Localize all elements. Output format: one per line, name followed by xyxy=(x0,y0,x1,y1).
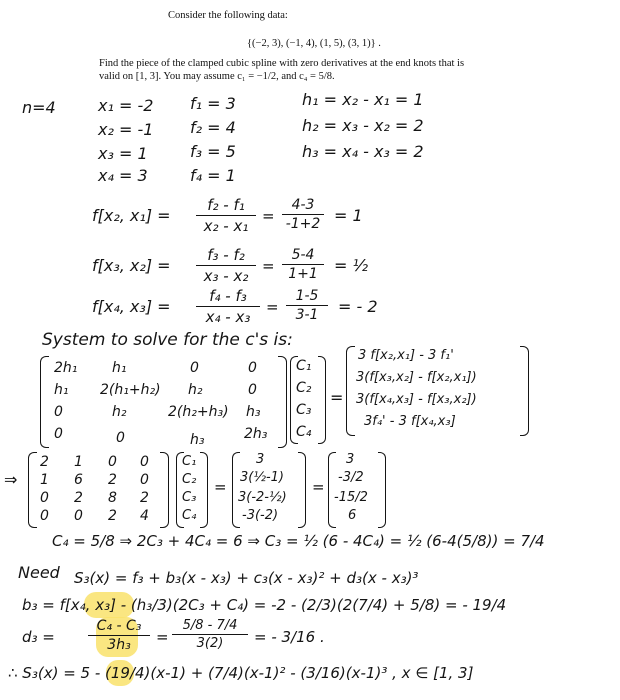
data-set: {(−2, 3), (−1, 4), (1, 5), (3, 1)} . xyxy=(247,38,381,49)
matrix-entry: 2h₃ xyxy=(244,426,268,442)
divided-difference-result: = ½ xyxy=(334,256,368,275)
rhs-right-bracket xyxy=(520,346,529,436)
matrix-entry: 2 xyxy=(74,490,83,506)
b3-computation: b₃ = f[x₄, x₃] - (h₃/3)(2C₃ + C₄) = -2 - (2/3)(2(7/4) + 5/8) = - 19/4 xyxy=(22,596,507,614)
rhs-entry: 3(½-1) xyxy=(240,470,284,485)
matrix-entry: h₂ xyxy=(112,404,127,420)
rhs-entry: 3(f[x₃,x₂] - f[x₂,x₁]) xyxy=(356,370,477,385)
x-value: x₃ = 1 xyxy=(98,144,148,163)
f-value: f₁ = 3 xyxy=(190,94,236,113)
d3-fraction: C₄ - C₃ 3h₃ xyxy=(88,618,150,653)
matrix-entry: h₂ xyxy=(188,382,203,398)
matrix-entry: 0 xyxy=(54,426,63,442)
matrix-entry: 0 xyxy=(190,360,199,376)
matrix-entry: 2h₁ xyxy=(54,360,78,376)
matrix-entry: 2(h₂+h₃) xyxy=(168,404,229,420)
f-value: f₄ = 1 xyxy=(190,166,236,185)
divided-difference-lhs: f[x₃, x₂] = xyxy=(92,256,171,275)
equals-sign: = xyxy=(266,298,279,316)
rhs-entry: 3f₄' - 3 f[x₄,x₃] xyxy=(364,414,456,429)
divided-difference-fraction: f₃ - f₂ x₃ - x₂ xyxy=(196,246,256,285)
h-value: h₂ = x₃ - x₂ = 2 xyxy=(302,116,424,135)
c-vector-entry: C₁ xyxy=(296,358,312,374)
implies-arrow: ⇒ xyxy=(4,470,18,489)
x-value: x₂ = -1 xyxy=(98,120,154,139)
matrix-left-bracket xyxy=(40,356,49,448)
matrix-right-bracket xyxy=(278,356,287,448)
matrix-entry: h₁ xyxy=(112,360,127,376)
c-vector-entry: C₃ xyxy=(182,490,197,505)
equals-sign: = xyxy=(156,628,169,646)
rhs-entry: -3/2 xyxy=(338,470,364,485)
matrix-entry: 0 xyxy=(140,454,149,470)
matrix-entry: 8 xyxy=(108,490,117,506)
s3-general-form: S₃(x) = f₃ + b₃(x - x₃) + c₃(x - x₃)² + d₃(x - x₃)³ xyxy=(74,569,419,587)
rhs-entry: 3(f[x₄,x₃] - f[x₃,x₂]) xyxy=(356,392,477,407)
equals-sign: = xyxy=(262,257,275,275)
matrix-entry: 0 xyxy=(248,382,257,398)
matrix-entry: 4 xyxy=(140,508,149,524)
matrix-entry: 1 xyxy=(40,472,49,488)
matrix-entry: 0 xyxy=(140,472,149,488)
matrix-left-bracket xyxy=(28,452,37,528)
rhs-right-bracket xyxy=(378,452,386,528)
rhs-entry: 3 f[x₂,x₁] - 3 f₁' xyxy=(358,348,454,363)
vector-right-bracket xyxy=(318,356,326,444)
c-vector-entry: C₂ xyxy=(182,472,197,487)
equals-sign: = xyxy=(262,207,275,225)
matrix-entry: 1 xyxy=(74,454,83,470)
d3-lhs: d₃ = xyxy=(22,628,55,646)
problem-line-3: valid on [1, 3]. You may assume c₁ = −1/2, and c₄ = 5/8. xyxy=(99,71,335,82)
rhs-entry: -3(-2) xyxy=(242,508,279,523)
equals-sign: = xyxy=(330,388,344,407)
c-vector-entry: C₂ xyxy=(296,380,312,396)
final-answer: ∴ S₃(x) = 5 - (19/4)(x-1) + (7/4)(x-1)² - (3/16)(x-1)³ , x ∈ [1, 3] xyxy=(8,664,474,682)
divided-difference-result: = - 2 xyxy=(338,297,378,316)
divided-difference-lhs: f[x₂, x₁] = xyxy=(92,206,171,225)
matrix-entry: 0 xyxy=(74,508,83,524)
matrix-right-bracket xyxy=(160,452,169,528)
matrix-entry: 0 xyxy=(40,508,49,524)
rhs-entry: 3(-2-½) xyxy=(238,490,287,505)
divided-difference-value: 4-3 -1+2 xyxy=(282,197,324,232)
f-value: f₃ = 5 xyxy=(190,142,236,161)
x-value: x₄ = 3 xyxy=(98,166,148,185)
matrix-entry: h₁ xyxy=(54,382,69,398)
matrix-entry: h₃ xyxy=(190,432,205,448)
c-vector-entry: C₃ xyxy=(296,402,312,418)
matrix-entry: 6 xyxy=(74,472,83,488)
c-vector-entry: C₄ xyxy=(296,424,312,440)
equals-sign: = xyxy=(312,478,325,496)
divided-difference-lhs: f[x₄, x₃] = xyxy=(92,297,171,316)
h-value: h₃ = x₄ - x₃ = 2 xyxy=(302,142,424,161)
matrix-entry: 0 xyxy=(54,404,63,420)
matrix-entry: 0 xyxy=(116,430,125,446)
rhs-entry: 3 xyxy=(256,452,265,467)
c3-computation: C₄ = 5/8 ⇒ 2C₃ + 4C₄ = 6 ⇒ C₃ = ½ (6 - 4C₄) = ½ (6-4(5/8)) = 7/4 xyxy=(52,532,545,550)
matrix-entry: 0 xyxy=(40,490,49,506)
rhs-entry: -15/2 xyxy=(334,490,368,505)
divided-difference-value: 1-5 3-1 xyxy=(286,288,328,323)
need-label: Need xyxy=(18,563,60,582)
matrix-entry: 2(h₁+h₂) xyxy=(100,382,161,398)
divided-difference-fraction: f₄ - f₃ x₄ - x₃ xyxy=(196,287,260,326)
matrix-entry: 2 xyxy=(140,490,149,506)
vector-right-bracket xyxy=(200,452,208,528)
matrix-entry: 2 xyxy=(40,454,49,470)
f-value: f₂ = 4 xyxy=(190,118,236,137)
problem-intro: Consider the following data: xyxy=(168,10,288,21)
x-value: x₁ = -2 xyxy=(98,96,154,115)
rhs-left-bracket xyxy=(346,346,355,436)
n-value: n=4 xyxy=(22,98,56,117)
matrix-entry: 2 xyxy=(108,508,117,524)
system-title: System to solve for the c's is: xyxy=(42,330,293,350)
rhs-right-bracket xyxy=(298,452,306,528)
divided-difference-value: 5-4 1+1 xyxy=(282,247,324,282)
divided-difference-fraction: f₂ - f₁ x₂ - x₁ xyxy=(196,196,256,235)
rhs-entry: 3 xyxy=(346,452,355,467)
matrix-entry: 2 xyxy=(108,472,117,488)
d3-value-fraction: 5/8 - 7/4 3(2) xyxy=(172,618,248,651)
matrix-entry: 0 xyxy=(108,454,117,470)
equals-sign: = xyxy=(214,478,227,496)
c-vector-entry: C₄ xyxy=(182,508,197,523)
problem-line-2: Find the piece of the clamped cubic spline with zero derivatives at the end knots that is xyxy=(99,58,465,69)
d3-result: = - 3/16 . xyxy=(254,628,325,646)
divided-difference-result: = 1 xyxy=(334,206,363,225)
rhs-entry: 6 xyxy=(348,508,357,523)
h-value: h₁ = x₂ - x₁ = 1 xyxy=(302,90,424,109)
c-vector-entry: C₁ xyxy=(182,454,197,469)
matrix-entry: 0 xyxy=(248,360,257,376)
matrix-entry: h₃ xyxy=(246,404,261,420)
